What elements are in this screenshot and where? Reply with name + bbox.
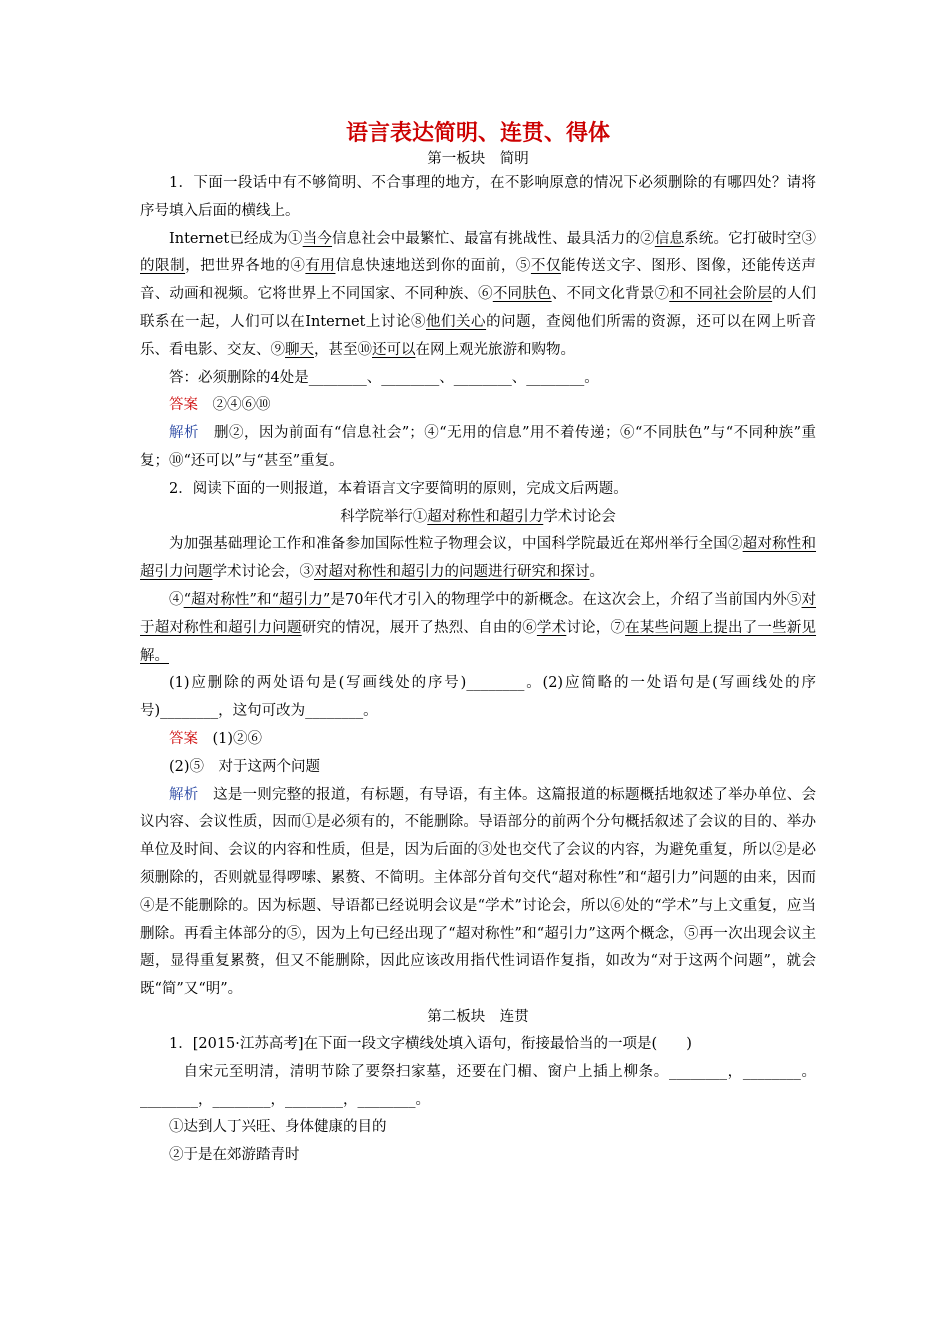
q3-prompt: 1．[2015·江苏高考]在下面一段文字横线处填入语句，衔接最恰当的一项是( ) xyxy=(169,1035,692,1052)
underlined-segment: 当今 xyxy=(302,230,333,247)
analysis-label: 解析 xyxy=(169,425,199,442)
section-heading-coherent: 第二板块 连贯 xyxy=(427,1008,529,1025)
q2-prompt: 2．阅读下面的一则报道，本着语言文字要简明的原则，完成文后两题。 xyxy=(169,480,628,497)
section-heading-concise: 第一板块 简明 xyxy=(427,151,529,167)
document-title: 语言表达简明、连贯、得体 xyxy=(345,120,610,146)
q2-headline xyxy=(140,504,816,532)
text-segment: Internet已经成为① xyxy=(169,230,303,247)
underlined-segment: 对超对称性和超引力的问题进行研究和探讨 xyxy=(314,564,590,581)
answer-label: 答案 xyxy=(169,397,198,414)
q2-answer-2: (2)⑤ 对于这两个问题 xyxy=(169,758,321,775)
underlined-segment: 超对称性和超引力 xyxy=(427,508,544,525)
q1-answer-value: ②④⑥⑩ xyxy=(212,397,271,414)
underlined-segment: 学术 xyxy=(536,619,567,636)
underlined-segment: 信息 xyxy=(654,230,685,247)
text-segment: 能传送文字、图形、图像，还能传送声音、动画和视频。它将世界上不同国家、不同种族、⑥ xyxy=(140,258,817,303)
underlined-segment: 有用 xyxy=(305,258,336,275)
underlined-segment: 他们关心 xyxy=(425,313,487,330)
text-segment: 学术讨论会，③ xyxy=(212,564,314,581)
underlined-segment: 还可以 xyxy=(372,341,416,358)
text-segment: 的人们联系在一起，人们可以在Internet上讨论⑧ xyxy=(140,286,817,330)
q3-option-2: ②于是在郊游踏青时 xyxy=(169,1147,300,1164)
underlined-segment: 不同肤色 xyxy=(492,286,552,303)
text-segment: 、不同文化背景⑦ xyxy=(551,286,670,303)
text-segment: 信息社会中最繁忙、最富有挑战性、最具活力的② xyxy=(332,230,655,247)
q1-prompt: 1．下面一段话中有不够简明、不合事理的地方，在不影响原意的情况下必须删除的有哪四处？请将序号填入后面的横线上。 xyxy=(140,175,816,219)
q2-answer-1: (1)②⑥ xyxy=(212,730,263,747)
q2-answer xyxy=(140,726,816,754)
q2-analysis xyxy=(140,782,816,1004)
analysis-label: 解析 xyxy=(169,786,199,803)
text-segment: 是70年代才引入的物理学中的新概念。在这次会上，介绍了当前国内外⑤ xyxy=(330,591,802,608)
text-segment: 。 xyxy=(589,564,604,581)
q1-answer-prompt: 答：必须删除的4处是________、________、________、________。 xyxy=(169,369,599,386)
underlined-segment: 和不同社会阶层 xyxy=(669,286,773,303)
text-segment: 系统。它打破时空③ xyxy=(684,230,817,247)
underlined-segment: 的限制 xyxy=(140,258,186,275)
text-segment: 科学院举行① xyxy=(340,508,428,525)
q1-passage xyxy=(140,226,816,365)
q2-paragraph-2 xyxy=(140,587,816,670)
q3-option-1: ①达到人丁兴旺、身体健康的目的 xyxy=(169,1119,387,1136)
text-segment: 为加强基础理论工作和准备参加国际性粒子物理会议，中国科学院最近在郑州举行全国② xyxy=(169,536,743,553)
underlined-segment: “超对称性”和“超引力” xyxy=(183,591,331,608)
text-segment: ，把世界各地的④ xyxy=(185,258,306,275)
text-segment: 讨论，⑦ xyxy=(566,619,626,636)
underlined-segment: 超对称性和超引力问题 xyxy=(140,536,817,581)
text-segment: 在网上观光旅游和购物。 xyxy=(415,341,575,358)
document-page xyxy=(140,118,816,1170)
q1-answer xyxy=(140,392,816,420)
q3-text: 自宋元至明清，清明节除了要祭扫家墓，还要在门楣、窗户上插上柳条。________，________。________，________，________，________。 xyxy=(140,1063,816,1108)
text-segment: 的问题，查阅他们所需的资源，还可以在网上听音乐、看电影、交友、⑨ xyxy=(140,313,817,358)
underlined-segment: 聊天 xyxy=(285,341,314,358)
q2-paragraph-1 xyxy=(140,531,816,587)
underlined-segment: 不仅 xyxy=(530,258,561,275)
q1-analysis xyxy=(140,420,816,476)
text-segment: ④ xyxy=(169,591,184,608)
answer-label: 答案 xyxy=(169,730,198,747)
q2-analysis-text: 这是一则完整的报道，有标题，有导语，有主体。这篇报道的标题概括地叙述了举办单位、会议内容、会议性质，因而①是必须有的，不能删除。导语部分的前两个分句概括叙述了会议的目的、举办单位及时间、会议的内容和性质，但是，因为后面的③处也交代了会议的内容，为避免重复，所以②是必须删除的，否则就显得啰嗦、累赘、不简明。主体部分首句交代“超对称性”和“超引力”问题的由来，因而④是不能删除的。因为标题、导语都已经说明会议是“学术”讨论会，所以⑥处的“学术”与上文重复，应当删除。再看主体部分的⑤，因为上句已经出现了“超对称性”和“超引力”这两个概念，⑤再一次出现会议主题，显得重复累赘，但又不能删除，因此应该改用指代性词语作复指，如改为“对于这两个问题”，就会既“简”又“明”。 xyxy=(140,786,817,998)
underlined-segment: 对于超对称性和超引力问题 xyxy=(140,591,817,636)
text-segment: ，甚至⑩ xyxy=(314,341,372,358)
q1-analysis-text: 删②，因为前面有“信息社会”；④“无用的信息”用不着传递；⑥“不同肤色”与“不同种族”重复；⑩“还可以”与“甚至”重复。 xyxy=(140,425,817,469)
text-segment: 信息快速地送到你的面前，⑤ xyxy=(335,258,531,275)
q2-subquestions: (1)应删除的两处语句是(写画线处的序号)________。(2)应简略的一处语句是(写画线处的序号)________，这句可改为________。 xyxy=(140,675,816,720)
text-segment: 学术讨论会 xyxy=(543,508,616,525)
underlined-segment: 在某些问题上提出了一些新见解。 xyxy=(140,619,817,664)
text-segment: 研究的情况，展开了热烈、自由的⑥ xyxy=(301,619,537,636)
